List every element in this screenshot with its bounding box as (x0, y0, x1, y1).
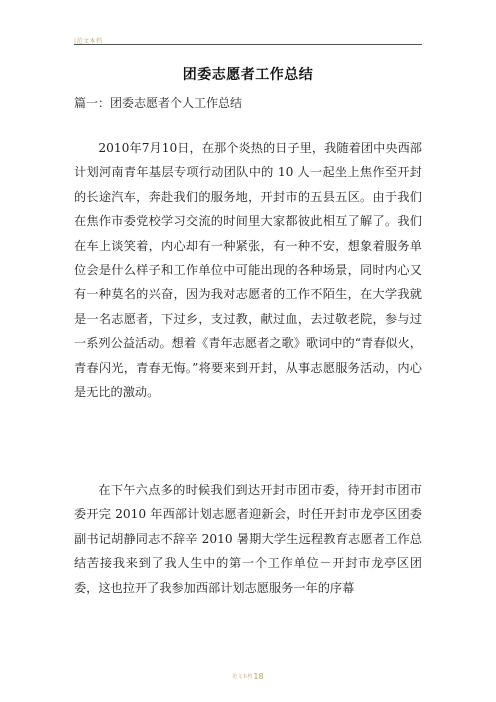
body-paragraph-1: 2010年7月10日，在那个炎热的日子里，我随着团中央西部计划河南青年基层专项行动团队中的 10 人一起坐上焦作至开封的长途汽车，奔赴我们的服务地，开封市的五县五区。由于我们在焦作市委党校学习交流的时间里大家都彼此相互了解了。我们在车上谈笑着，内心却有一种紧张，有一种不安，想象着服务单位会是什么样子和工作单位中可能出现的各种场景，同时内心又有一种莫名的兴奋，因为我对志愿者的工作不陌生，在大学我就是一名志愿者，下过乡，支过教，献过血，去过敬老院，参与过一系列公益活动。想着《青年志愿者之歌》歌词中的“青春似火，青春闪光，青春无悔。”将要来到开封，从事志愿服务活动，内心是无比的激动。 (74, 141, 422, 400)
header-watermark: |范文本档 (74, 38, 103, 45)
header-divider (74, 44, 422, 45)
footer-prefix: 范文本档 (232, 674, 253, 680)
document-title: 团委志愿者工作总结 (182, 67, 314, 83)
body-paragraph-2: 在下午六点多的时候我们到达开封市团市委，待开封市团市委开完 2010 年西部计划志愿者迎新会，时任开封市龙亭区团委副书记胡静同志不辞辛 2010 暑期大学生远程教育志愿者工作总结苦接我来到了我人生中的第一个工作单位－开封市龙亭区团委，这也拉开了我参加西部计划志愿服务一年的序幕 (74, 483, 422, 595)
section-heading: 篇一：团委志愿者个人工作总结 (74, 96, 243, 110)
page-number: 18 (253, 672, 264, 681)
page-footer (0, 672, 496, 681)
